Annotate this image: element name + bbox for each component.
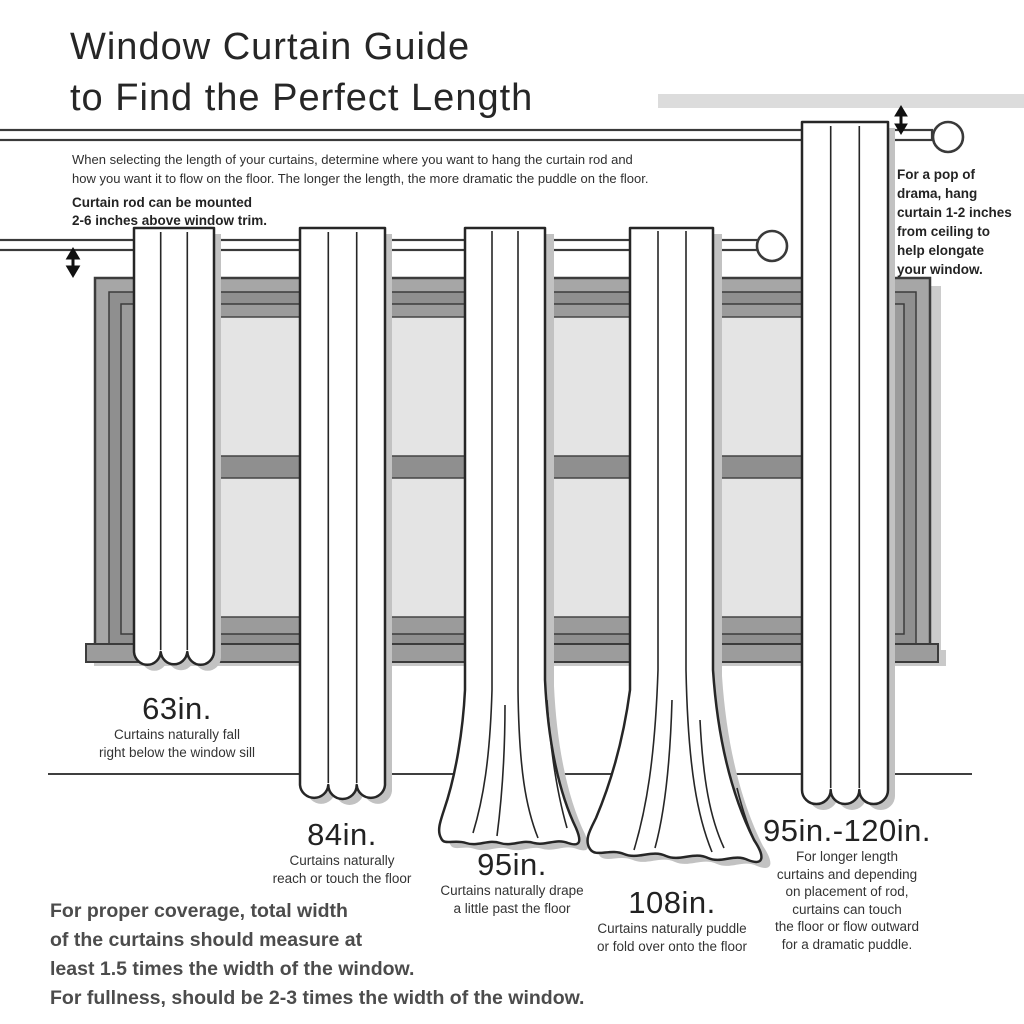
coverage-line: For proper coverage, total width	[50, 900, 348, 922]
coverage-line: of the curtains should measure at	[50, 929, 363, 951]
curtain-length: 95in.-120in.	[762, 813, 931, 848]
curtain-description-line: for a dramatic puddle.	[781, 936, 913, 952]
rod-note-line-2: 2-6 inches above window trim.	[72, 213, 268, 228]
curtain-63in	[134, 228, 221, 671]
curtain-95-120in	[802, 122, 895, 810]
curtain-length: 108in.	[628, 885, 716, 920]
curtain-description-line: reach or touch the floor	[272, 871, 412, 886]
curtain-description-line: right below the window sill	[98, 745, 256, 760]
coverage-line: least 1.5 times the width of the window.	[50, 958, 415, 980]
intro-line-1: When selecting the length of your curtains, determine where you want to hang the curtain rod and	[72, 152, 633, 167]
curtain-length: 63in.	[142, 691, 212, 726]
curtain-description-line: on placement of rod,	[785, 884, 909, 899]
drama-note-line: your window.	[897, 262, 983, 277]
curtain-84in	[300, 228, 392, 805]
drama-note-line: from ceiling to	[897, 224, 991, 239]
drama-note-line: For a pop of	[897, 167, 975, 182]
rod-finial-lower	[757, 231, 787, 261]
curtain-label-95-120in	[737, 814, 957, 953]
title-line-1: Window Curtain Guide	[70, 26, 471, 68]
curtain-description-line: or fold over onto the floor	[596, 939, 748, 954]
curtain-description-line: Curtains naturally drape	[440, 883, 584, 898]
curtain-length: 95in.	[477, 847, 547, 882]
title-line-2: to Find the Perfect Length	[70, 77, 534, 119]
drama-note	[897, 165, 1024, 279]
ceiling-band	[658, 94, 1024, 108]
curtain-description-line: curtains and depending	[776, 866, 918, 882]
curtain-description-line: Curtains naturally puddle	[597, 921, 747, 936]
rod-note-line-1: Curtain rod can be mounted	[72, 195, 253, 210]
curtain-description-line: a little past the floor	[453, 901, 571, 916]
drama-note-line: curtain 1-2 inches	[897, 205, 1012, 220]
coverage-note	[50, 897, 584, 1013]
curtain-label-63in	[57, 692, 297, 762]
curtain-description-line: For longer length	[795, 849, 899, 864]
page-title	[70, 22, 533, 124]
drama-note-line: drama, hang	[897, 186, 978, 201]
curtain-description-line: Curtains naturally	[289, 853, 395, 868]
curtain-description-line: the floor or flow outward	[774, 919, 920, 934]
drama-note-line: help elongate	[897, 243, 985, 258]
curtain-description-line: Curtains naturally fall	[113, 727, 241, 742]
rod-finial-upper	[933, 122, 963, 152]
coverage-line: For fullness, should be 2-3 times the width of the window.	[50, 987, 585, 1009]
intro-line-2: how you want it to flow on the floor. The longer the length, the more dramatic the puddle on the floor.	[72, 171, 649, 186]
rod-mount-note	[72, 194, 267, 230]
curtain-length: 84in.	[307, 817, 377, 852]
curtain-description-line: curtains can touch	[792, 901, 902, 917]
intro-text	[72, 150, 648, 188]
arrow-up-down-icon	[67, 248, 80, 277]
